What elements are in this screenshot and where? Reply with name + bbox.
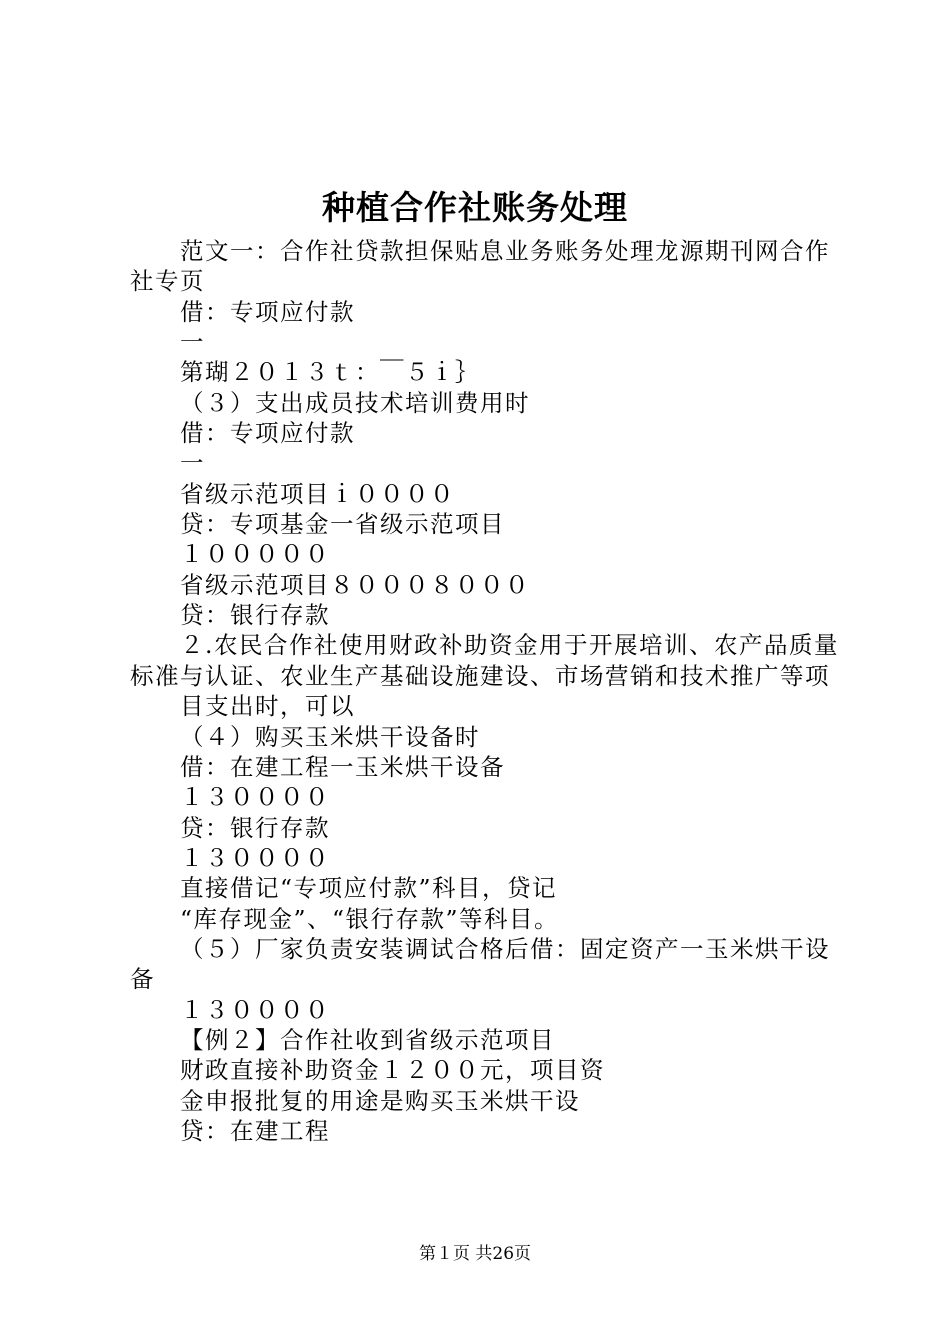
paragraph: １３００００ [180, 995, 330, 1024]
paragraph: 一 [180, 449, 205, 478]
paragraph: 贷：专项基金一省级示范项目 [180, 510, 505, 539]
paragraph: 直接借记“专项应付款”科目，贷记 [180, 874, 558, 903]
page-footer: 第１页 共26页 [418, 1244, 532, 1264]
paragraph: （３）支出成员技术培训费用时 [180, 388, 530, 417]
paragraph: １３００００ [180, 843, 330, 872]
paragraph: 贷：银行存款 [180, 813, 330, 842]
paragraph: 范文一：合作社贷款担保贴息业务账务处理龙源期刊网合作社专页 [130, 237, 830, 296]
paragraph: 借：在建工程一玉米烘干设备 [180, 752, 505, 781]
paragraph: 借：专项应付款 [180, 297, 355, 326]
paragraph: 贷：在建工程 [180, 1116, 330, 1145]
paragraph: 财政直接补助资金１２００元，项目资 [180, 1056, 605, 1085]
paragraph: “库存现金”、“银行存款”等科目。 [180, 904, 560, 933]
paragraph: 省级示范项目８０００８０００ [180, 570, 530, 599]
paragraph: （４）购买玉米烘干设备时 [180, 722, 480, 751]
paragraph: 金申报批复的用途是购买玉米烘干设 [180, 1086, 580, 1115]
paragraph: 目支出时，可以 [180, 692, 355, 721]
paragraph: （５）厂家负责安装调试合格后借：固定资产一玉米烘干设备 [130, 934, 830, 994]
document-body [130, 236, 840, 1146]
document-title: 种植合作社账务处理 [322, 188, 628, 227]
paragraph: 借：专项应付款 [180, 419, 355, 448]
paragraph: ２.农民合作社使用财政补助资金用于开展培训、农产品质量标准与认证、农业生产基础设施建设、市场营销和技术推广等项 [130, 631, 839, 690]
paragraph: １０００００ [180, 540, 330, 569]
paragraph: １３００００ [180, 783, 330, 812]
paragraph: 【例２】合作社收到省级示范项目 [180, 1025, 555, 1054]
paragraph: 第瑚２０１３ｔ：￣５ｉ｝ [180, 358, 480, 387]
paragraph: 贷：银行存款 [180, 601, 330, 630]
paragraph: 省级示范项目ｉ００００ [180, 479, 455, 508]
paragraph: 一 [180, 328, 205, 357]
